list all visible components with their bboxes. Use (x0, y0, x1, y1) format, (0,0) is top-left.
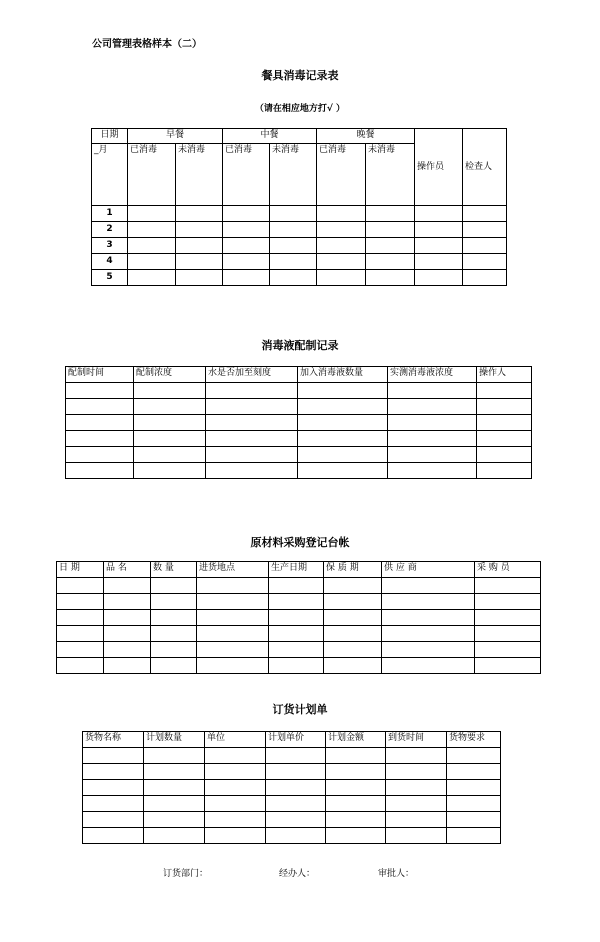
goods-requirements-header: 货物要求 (447, 732, 501, 748)
production-date-header: 生产日期 (269, 562, 324, 578)
planned-amount-header: 计划金额 (326, 732, 386, 748)
source-location-header: 进货地点 (197, 562, 269, 578)
measured-concentration-header: 实测消毒液浓度 (388, 367, 477, 383)
table-row (57, 658, 541, 674)
table-row (66, 383, 532, 399)
breakfast-notdone-header: 未消毒 (176, 144, 223, 206)
table-row (57, 626, 541, 642)
planned-unit-price-header: 计划单价 (266, 732, 326, 748)
breakfast-done-header: 已消毒 (128, 144, 176, 206)
tableware-disinfection-title: 餐具消毒记录表 (261, 69, 339, 82)
table-row (66, 447, 532, 463)
table-row (92, 206, 507, 222)
disinfectant-prep-table (65, 366, 532, 479)
table-row (92, 222, 507, 238)
table-row (92, 254, 507, 270)
table-row (83, 812, 501, 828)
row-number: 2 (92, 222, 128, 238)
disinfectant-amount-header: 加入消毒液数量 (298, 367, 388, 383)
table-row (83, 828, 501, 844)
operator-header: 操作员 (415, 129, 463, 206)
month-label: _月 (92, 144, 128, 206)
table-row (83, 796, 501, 812)
prep-concentration-header: 配制浓度 (134, 367, 206, 383)
tableware-disinfection-table (91, 128, 507, 286)
order-plan-table (82, 731, 501, 844)
table-row (66, 463, 532, 479)
table-row (57, 642, 541, 658)
planned-quantity-header: 计划数量 (144, 732, 205, 748)
row-number: 5 (92, 270, 128, 286)
table-row (83, 764, 501, 780)
order-department-label: 订货部门： (163, 869, 209, 879)
document-title: 公司管理表格样本（二） (92, 39, 202, 50)
table-row (66, 415, 532, 431)
dinner-notdone-header: 未消毒 (366, 144, 415, 206)
check-instruction-note: （请在相应地方打√ ） (254, 104, 346, 114)
table-row (57, 610, 541, 626)
lunch-done-header: 已消毒 (223, 144, 270, 206)
table-row (57, 594, 541, 610)
dinner-header: 晚餐 (317, 129, 415, 144)
table-row (57, 578, 541, 594)
purchaser-header: 采 购 员 (475, 562, 541, 578)
table-row (83, 748, 501, 764)
arrival-time-header: 到货时间 (386, 732, 447, 748)
product-name-header: 品 名 (104, 562, 151, 578)
table-row (66, 399, 532, 415)
purchase-ledger-table (56, 561, 541, 674)
disinfectant-prep-title: 消毒液配制记录 (261, 339, 339, 352)
operator-header: 操作人 (477, 367, 532, 383)
supplier-header: 供 应 商 (382, 562, 475, 578)
date-header: 日期 (92, 129, 128, 144)
quantity-header: 数 量 (151, 562, 197, 578)
lunch-notdone-header: 未消毒 (270, 144, 317, 206)
order-plan-title: 订货计划单 (272, 703, 328, 716)
table-row (83, 780, 501, 796)
goods-name-header: 货物名称 (83, 732, 144, 748)
table-row (92, 238, 507, 254)
inspector-header: 检查人 (463, 129, 507, 206)
prep-time-header: 配制时间 (66, 367, 134, 383)
row-number: 4 (92, 254, 128, 270)
row-number: 1 (92, 206, 128, 222)
unit-header: 单位 (205, 732, 266, 748)
handler-label: 经办人： (279, 869, 316, 879)
table-row (92, 270, 507, 286)
lunch-header: 中餐 (223, 129, 317, 144)
shelf-life-header: 保 质 期 (324, 562, 382, 578)
dinner-done-header: 已消毒 (317, 144, 366, 206)
row-number: 3 (92, 238, 128, 254)
purchase-ledger-title: 原材料采购登记台帐 (250, 536, 350, 549)
breakfast-header: 早餐 (128, 129, 223, 144)
approver-label: 审批人： (378, 869, 415, 879)
date-header: 日 期 (57, 562, 104, 578)
table-row (66, 431, 532, 447)
water-level-header: 水是否加至刻度 (206, 367, 298, 383)
